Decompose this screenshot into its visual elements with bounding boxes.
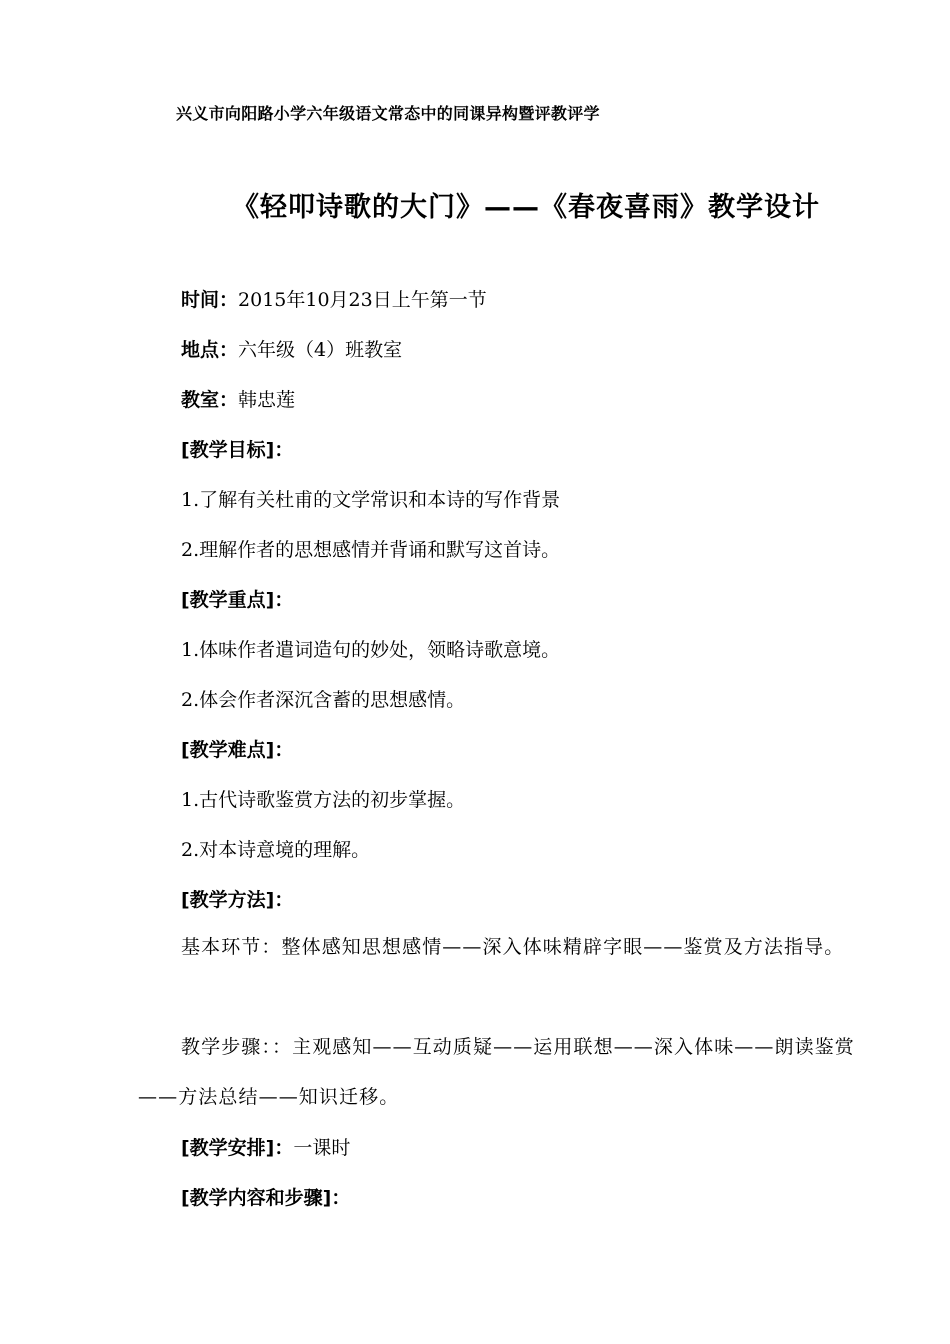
methods-basic-paragraph: 基本环节：整体感知思想感情——深入体味精辟字眼——鉴赏及方法指导。 bbox=[181, 936, 845, 958]
methods-steps-paragraph: 教学步骤：：主观感知——互动质疑——运用联想——深入体味——朗读鉴赏——方法总结——知识迁移。 bbox=[138, 1036, 855, 1108]
document-subtitle: 兴义市向阳路小学六年级语文常态中的同课异构暨评教评学 bbox=[176, 104, 600, 123]
schedule-heading: [教学安排]： bbox=[181, 1137, 294, 1159]
teacher-label: 教室： bbox=[181, 389, 239, 411]
key-point-item: 1.体味作者遣词造句的妙处，领略诗歌意境。 bbox=[181, 639, 561, 661]
teacher-line bbox=[181, 387, 295, 413]
document-title: 《轻叩诗歌的大门》——《春夜喜雨》教学设计 bbox=[232, 192, 820, 223]
difficulty-item: 2.对本诗意境的理解。 bbox=[181, 839, 371, 861]
place-line bbox=[181, 337, 402, 363]
place-label: 地点： bbox=[181, 339, 239, 361]
difficulty-item: 1.古代诗歌鉴赏方法的初步掌握。 bbox=[181, 789, 466, 811]
time-label: 时间： bbox=[181, 289, 239, 311]
difficulties-heading: [教学难点]： bbox=[181, 739, 294, 761]
key-point-item: 2.体会作者深沉含蓄的思想感情。 bbox=[181, 689, 466, 711]
objective-item: 2.理解作者的思想感情并背诵和默写这首诗。 bbox=[181, 539, 561, 561]
objectives-heading: [教学目标]： bbox=[181, 439, 294, 461]
place-value: 六年级（4）班教室 bbox=[238, 339, 403, 361]
schedule-line bbox=[181, 1135, 350, 1161]
schedule-value: 一课时 bbox=[293, 1137, 351, 1159]
time-value: 2015年10月23日上午第一节 bbox=[238, 289, 487, 311]
content-heading: [教学内容和步骤]： bbox=[181, 1187, 351, 1209]
key-points-heading: [教学重点]： bbox=[181, 589, 294, 611]
objective-item: 1.了解有关杜甫的文学常识和本诗的写作背景 bbox=[181, 489, 561, 511]
teacher-value: 韩忠莲 bbox=[238, 389, 296, 411]
time-line bbox=[181, 287, 487, 313]
methods-heading: [教学方法]： bbox=[181, 889, 294, 911]
